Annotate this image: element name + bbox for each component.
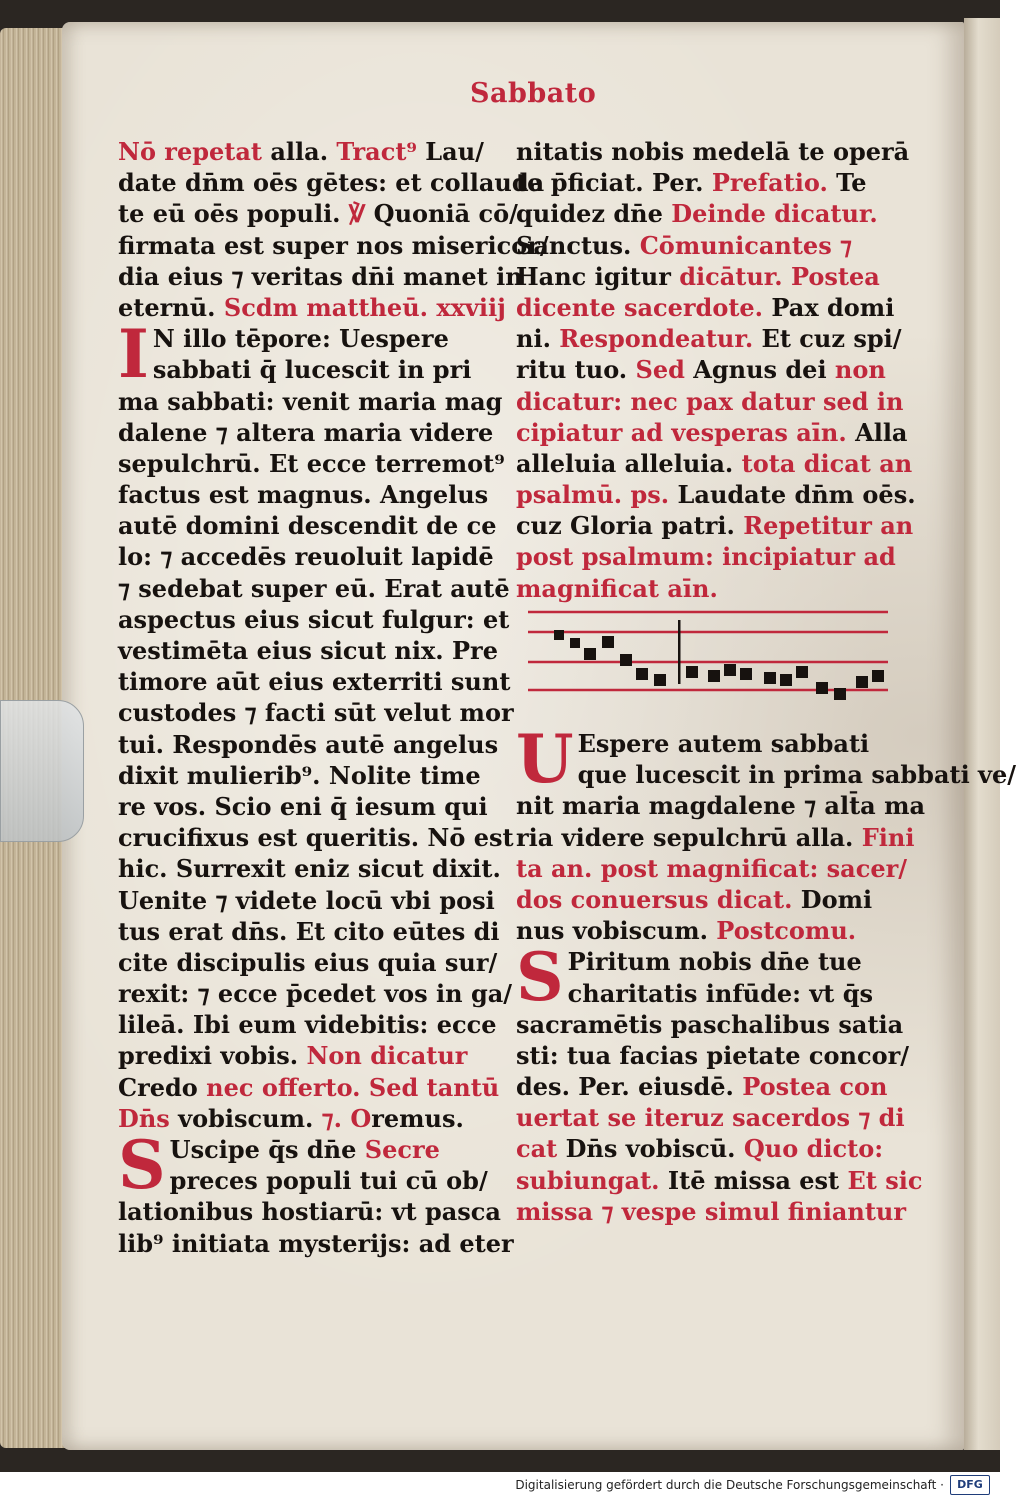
text-line: [516, 915, 900, 946]
body-text: charitatis infūde: vt q̄s: [567, 978, 874, 1008]
text-line: [118, 448, 505, 479]
body-text: eternū.: [118, 292, 224, 322]
body-text: sabbati q̄ lucescit in pri: [152, 355, 472, 385]
body-text: nus vobiscum.: [516, 916, 717, 946]
body-text: vestimēta eius sicut nix. Pre: [118, 636, 498, 665]
rubric-text: post psalmum: incipiatur ad: [516, 542, 896, 572]
text-line: [118, 760, 490, 791]
rubric-text: Postcomu.: [716, 916, 857, 946]
body-text: alla.: [262, 137, 337, 166]
text-line: [118, 1196, 501, 1227]
body-text: autē domini descendit de ce: [118, 511, 497, 541]
neume: [708, 670, 720, 682]
text-line: [516, 790, 926, 821]
text-line: [516, 573, 900, 604]
text-line: [118, 167, 545, 198]
body-text: crucifixus est queritis. Nō est: [118, 823, 514, 853]
body-text: preces populi tui cū ob/: [169, 1166, 488, 1196]
text-line: [118, 1072, 500, 1103]
neume: [780, 674, 792, 686]
body-text: remus.: [371, 1103, 464, 1133]
funding-credit: Digitalisierung gefördert durch die Deutsche Forschungsgemeinschaft ·: [515, 1478, 944, 1492]
body-text: date dn̄m oēs gētes: et collauda: [118, 168, 545, 198]
text-line: [516, 1071, 900, 1102]
page-clip: [0, 700, 84, 842]
rubric-text: Secre: [364, 1135, 440, 1164]
body-text: cuz Gloria patri.: [516, 511, 744, 541]
text-line: [118, 635, 498, 666]
text-line: [118, 198, 518, 229]
text-line: [516, 1009, 904, 1040]
text-line: [118, 510, 497, 541]
body-text: sacramētis paschalibus satia: [516, 1009, 904, 1039]
body-text: te eū oēs populi.: [118, 199, 349, 229]
rubric-text: Dn̄s: [118, 1103, 170, 1133]
rubric-text: Nō repetat: [118, 137, 262, 166]
text-line: [118, 136, 490, 167]
rubric-text: non: [834, 355, 886, 385]
text-line: [516, 417, 908, 448]
text-line: [118, 1165, 490, 1196]
body-text: Hanc igitur: [516, 261, 680, 291]
drop-capital: S: [118, 1126, 166, 1204]
body-text: dalene ⁊ altera maria videre: [118, 417, 494, 447]
body-text: ritu tuo.: [516, 355, 636, 385]
text-line: [118, 230, 549, 261]
text-line: [516, 323, 900, 354]
text-line: [516, 978, 900, 1009]
text-line: [118, 729, 499, 760]
body-text: des. Per. eiusdē.: [516, 1072, 743, 1102]
body-text: alleluia alleluia.: [516, 448, 742, 478]
text-line: [118, 666, 511, 697]
rubric-text: ℣: [348, 199, 366, 229]
body-text: Espere autem sabbati: [577, 729, 870, 758]
rubric-text: uertat se iteruz sacerdos ⁊ di: [516, 1103, 905, 1133]
body-text: cite discipulis eius quia sur/: [118, 947, 498, 977]
text-line: [118, 386, 503, 417]
neume: [816, 682, 828, 694]
neume: [796, 666, 808, 678]
text-line: [516, 1040, 910, 1071]
body-text: lo: ⁊ accedēs reuoluit lapidē: [118, 542, 494, 572]
next-page-edge: [964, 18, 1000, 1450]
text-line: [516, 448, 913, 479]
body-text: firmata est super nos misericor/: [118, 230, 549, 260]
neume: [686, 666, 698, 678]
rubric-text: dos conuersus dicat.: [516, 884, 793, 914]
text-line: [516, 354, 900, 385]
body-text: Laudate dn̄m oēs.: [669, 480, 916, 510]
neume: [872, 670, 884, 682]
dfg-logo-icon: DFG: [950, 1475, 990, 1495]
body-text: factus est magnus. Angelus: [118, 480, 489, 510]
rubric-text: Sed: [635, 355, 685, 385]
right-text-column-upper: [516, 136, 916, 604]
drop-capital: U: [516, 720, 574, 798]
neume: [602, 636, 614, 648]
text-line: [118, 1103, 490, 1134]
rubric-text: Non dicatur: [306, 1041, 468, 1071]
body-text: dixit mulierib⁹. Nolite time: [118, 760, 481, 790]
text-line: [516, 386, 904, 417]
body-text: Quoniā cō/: [365, 199, 518, 229]
body-text: lib⁹ initiata mysterijs: ad eter: [118, 1228, 514, 1258]
body-text: dia eius ⁊ veritas dn̄i manet in: [118, 261, 523, 291]
body-text: ⁊ sedebat super eū. Erat autē: [118, 573, 510, 603]
text-line: [516, 136, 910, 167]
body-text: te p̄ficiat. Per.: [516, 168, 712, 198]
music-staff: [528, 608, 888, 720]
body-text: Uscipe q̄s dn̄e: [169, 1135, 365, 1164]
rubric-text: Postea con: [742, 1072, 888, 1102]
body-text: ma sabbati: venit maria mag: [118, 386, 503, 416]
body-text: lationibus hostiarū: vt pasca: [118, 1197, 501, 1227]
body-text: Itē missa est: [659, 1165, 848, 1195]
rubric-text: Tract⁹: [336, 137, 417, 166]
neume: [554, 630, 564, 640]
text-line: [118, 1228, 514, 1259]
rubric-text: dicente sacerdote.: [516, 292, 764, 322]
rubric-text: Prefatio.: [711, 168, 828, 198]
body-text: hic. Surrexit eniz sicut dixit.: [118, 854, 501, 884]
body-text: Te: [827, 168, 867, 198]
body-text: predixi vobis.: [118, 1041, 307, 1071]
body-text: Et cuz spi/: [753, 324, 902, 354]
text-line: [516, 1133, 900, 1164]
rubric-text: nec offerto. Sed tantū: [206, 1072, 500, 1102]
body-text: quidez dn̄e: [516, 199, 672, 229]
text-line: [118, 978, 513, 1009]
body-text: vobiscum.: [169, 1103, 322, 1133]
rubric-text: Deinde dicatur.: [671, 199, 878, 229]
neume: [636, 668, 648, 680]
body-text: nit maria magdalene ⁊ alt̄a ma: [516, 791, 926, 821]
rubric-text: Scdm mattheū. xxviij: [223, 292, 506, 322]
rubric-text: Fini: [861, 822, 915, 852]
rubric-text: Quo dicto:: [743, 1134, 884, 1164]
text-line: [516, 1102, 905, 1133]
running-head: Sabbato: [470, 78, 597, 109]
text-line: [516, 261, 900, 292]
rubric-text: tota dicat an: [741, 448, 913, 478]
body-text: Sanctus.: [516, 230, 640, 260]
rubric-text: Respondeatur.: [559, 324, 754, 354]
text-line: [118, 479, 490, 510]
body-text: tui. Respondēs autē angelus: [118, 729, 499, 759]
right-text-column-lower: [516, 720, 1016, 1227]
rubric-text: Repetitur an: [743, 511, 914, 541]
text-line: [516, 884, 900, 915]
body-text: sti: tua facias pietate concor/: [516, 1040, 910, 1070]
text-line: [118, 791, 490, 822]
body-text: Domi: [792, 884, 873, 914]
rubric-text: cat: [516, 1134, 558, 1164]
body-text: ni.: [516, 324, 560, 354]
neume: [834, 688, 846, 700]
text-line: [516, 1165, 923, 1196]
body-text: sepulchrū. Et ecce terremot⁹: [118, 448, 505, 478]
neume: [764, 672, 776, 684]
body-text: Dn̄s vobiscū.: [557, 1134, 744, 1164]
drop-capital: I: [118, 315, 149, 394]
text-line: [118, 697, 514, 728]
text-line: [516, 541, 900, 572]
neume: [740, 668, 752, 680]
body-text: Alla: [846, 417, 908, 447]
text-line: [118, 292, 506, 323]
text-line: [118, 417, 494, 448]
rubric-text: magnificat aīn.: [516, 573, 718, 603]
text-line: [516, 1196, 906, 1227]
rubric-text: ⁊. O: [321, 1103, 372, 1133]
text-line: [516, 230, 900, 261]
neume-bar: [678, 620, 681, 684]
body-text: N illo tēpore: Uespere: [152, 324, 449, 354]
body-text: que lucescit in prima sabbati ve/: [577, 760, 1016, 790]
body-text: Agnus dei: [684, 355, 835, 385]
neume: [856, 676, 868, 688]
rubric-text: subiungat.: [516, 1165, 660, 1195]
rubric-text: dicātur. Postea: [679, 261, 880, 291]
body-text: lileā. Ibi eum videbitis: ecce: [118, 1010, 497, 1040]
text-line: [516, 853, 908, 884]
neume: [654, 674, 666, 686]
text-line: [118, 541, 494, 572]
text-line: [118, 354, 490, 385]
body-text: ria videre sepulchrū alla.: [516, 822, 862, 852]
body-text: Pax domi: [763, 292, 895, 322]
text-line: [118, 916, 500, 947]
left-text-column: [118, 136, 549, 1259]
body-text: Uenite ⁊ videte locū vbi posi: [118, 885, 495, 915]
text-line: [516, 167, 900, 198]
text-line: [516, 292, 900, 323]
text-line: [118, 853, 501, 884]
text-line: [118, 573, 510, 604]
rubric-text: ta an. post magnificat: sacer/: [516, 853, 908, 883]
text-line: [516, 510, 914, 541]
text-line: [516, 759, 1016, 790]
rubric-text: missa ⁊ vespe simul finiantur: [516, 1196, 906, 1226]
neume: [620, 654, 632, 666]
rubric-text: dicatur: nec pax datur sed in: [516, 386, 904, 416]
text-line: [118, 604, 510, 635]
text-line: [118, 1040, 490, 1071]
body-text: custodes ⁊ facti sūt velut mor: [118, 698, 514, 728]
rubric-text: psalmū. ps.: [516, 480, 670, 510]
body-text: aspectus eius sicut fulgur: et: [118, 604, 510, 634]
body-text: rexit: ⁊ ecce p̄cedet vos in ga/: [118, 979, 513, 1009]
rubric-text: Cōmunicantes ⁊: [639, 230, 852, 260]
text-line: [118, 822, 514, 853]
body-text: Piritum nobis dn̄e tue: [567, 947, 862, 977]
text-line: [516, 822, 915, 853]
neume: [570, 638, 580, 648]
drop-capital: S: [516, 938, 564, 1017]
body-text: re vos. Scio eni q̄ iesum qui: [118, 791, 488, 821]
body-text: timore aūt eius exterriti sunt: [118, 667, 511, 697]
neume: [584, 648, 596, 660]
body-text: Credo: [118, 1072, 207, 1102]
body-text: Lau/: [416, 137, 484, 166]
neume: [724, 664, 736, 676]
body-text: tus erat dn̄s. Et cito eūtes di: [118, 916, 500, 946]
rubric-text: Et sic: [847, 1165, 923, 1195]
text-line: [118, 261, 523, 292]
text-line: [516, 479, 916, 510]
text-line: [118, 1009, 497, 1040]
text-line: [118, 885, 495, 916]
rubric-text: cipiatur ad vesperas aīn.: [516, 417, 847, 447]
text-line: [516, 198, 900, 229]
body-text: nitatis nobis medelā te operā: [516, 137, 910, 166]
text-line: [118, 947, 498, 978]
